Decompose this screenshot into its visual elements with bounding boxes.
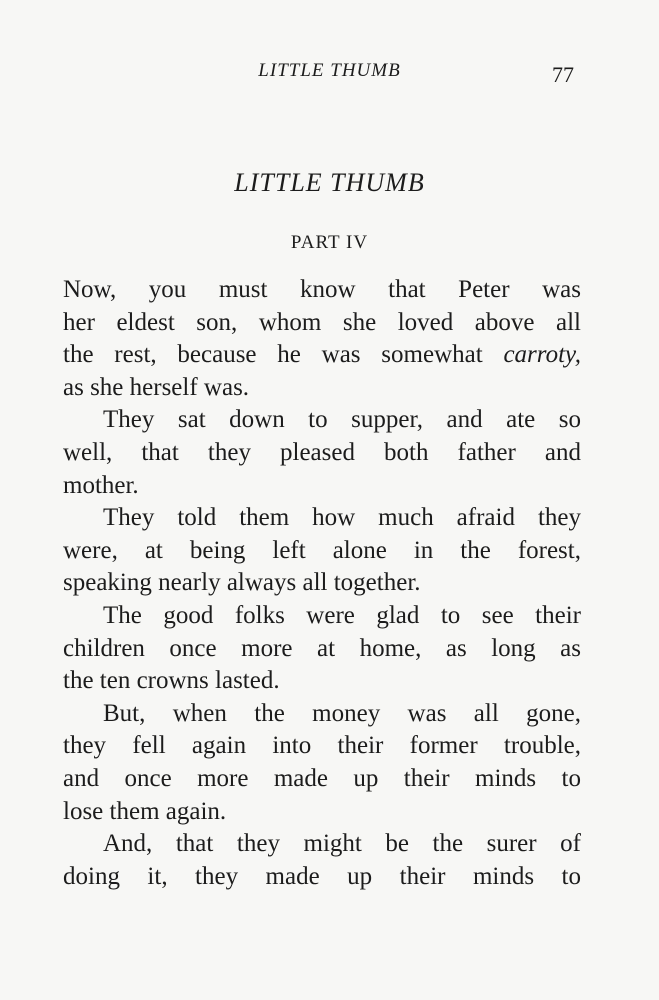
text-line: mother. [63,471,139,499]
text-line [63,339,581,372]
emphasis-word: carroty, [503,341,581,369]
body-text [63,274,581,893]
chapter-title: LITTLE THUMB [234,168,425,197]
text-line: And, that they might be the surer of [103,830,581,858]
paragraph-2 [63,404,581,502]
paragraph-5 [63,698,581,828]
paragraph-6 [63,828,581,893]
text-line: her eldest son, whom she loved above all [63,308,581,336]
paragraph-1 [63,274,581,404]
text-line: as she herself was. [63,373,250,401]
text-line: They told them how much afraid they [103,504,581,532]
text-line: doing it, they made up their minds to [63,862,581,890]
text-line: Now, you must know that Peter was [63,276,581,303]
paragraph-3 [63,502,581,600]
text-line: children once more at home, as long as [63,634,581,662]
running-head-title: LITTLE THUMB [258,60,401,81]
text-line-start: the rest, because he was somewhat [63,341,504,369]
text-line: The good folks were glad to see their [103,601,581,629]
text-line: well, that they pleased both father and [63,438,581,466]
text-line: they fell again into their former trouble, [63,732,581,760]
paragraph-4 [63,600,581,698]
text-line: But, when the money was all gone, [103,699,581,727]
text-line: the ten crowns lasted. [63,667,280,695]
text-line: lose them again. [63,797,227,825]
text-line: and once more made up their minds to [63,764,581,792]
text-line: were, at being left alone in the forest, [63,536,581,564]
text-line: speaking nearly always all together. [63,569,421,597]
page-number: 77 [552,62,574,87]
chapter-part: PART IV [290,232,369,253]
text-line: They sat down to supper, and ate so [103,406,581,434]
